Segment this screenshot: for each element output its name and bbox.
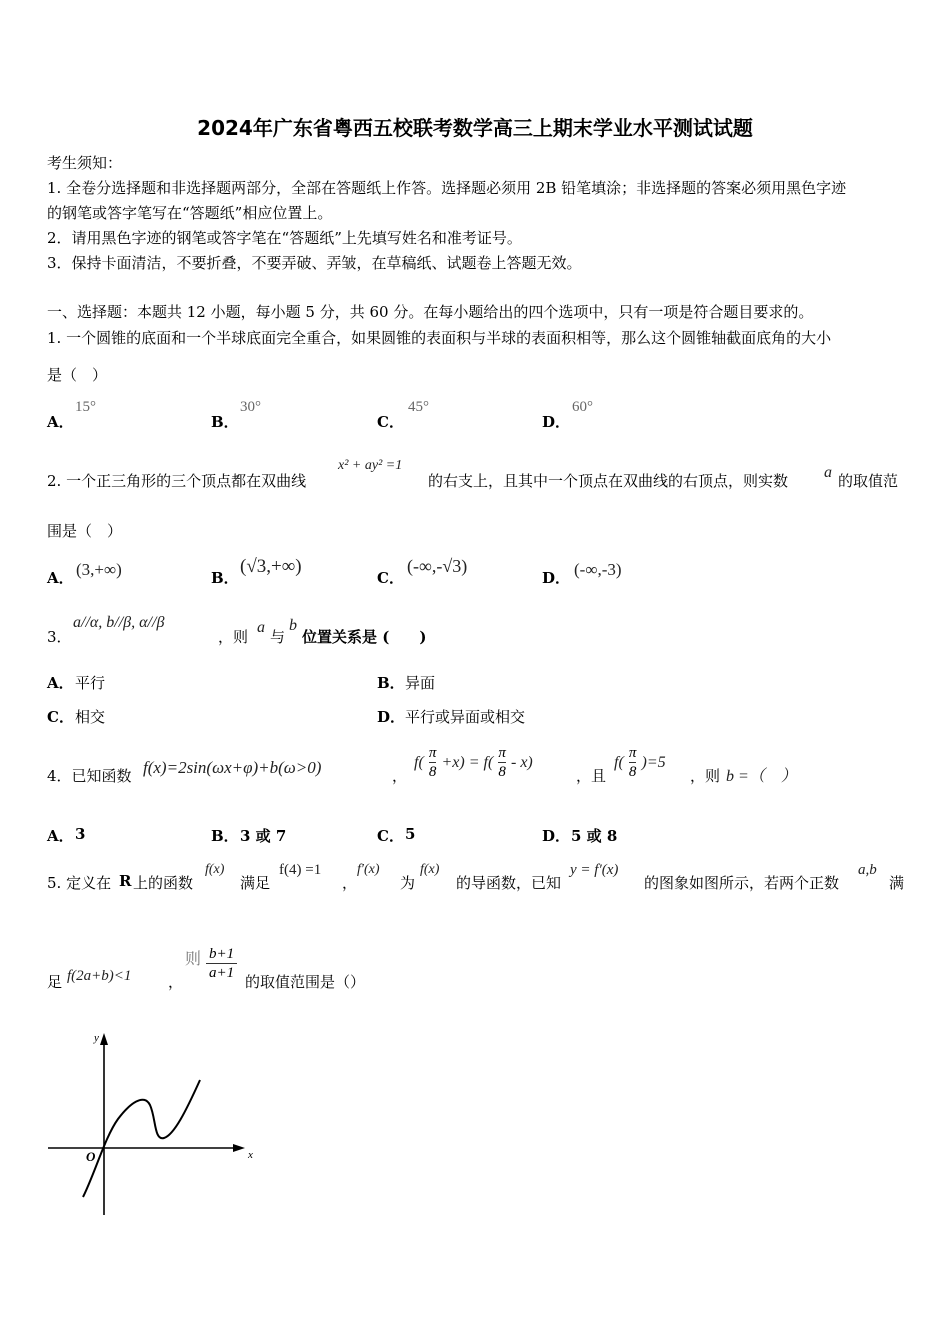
- q4-frac-num: π: [428, 745, 437, 761]
- q4-option-d: 5 或 8: [571, 827, 618, 845]
- notice-line-3: 3．保持卡面清洁，不要折叠，不要弄破、弄皱，在草稿纸、试题卷上答题无效。: [47, 254, 582, 272]
- q4-option-a-label: A．: [47, 827, 74, 845]
- q5-vars-ab: a,b: [858, 862, 877, 878]
- q5-fraction-num: b+1: [206, 945, 237, 964]
- q1-option-a: 15°: [75, 399, 96, 415]
- q3-option-a-label: A．: [47, 674, 74, 692]
- y-axis-label: y: [94, 1032, 99, 1044]
- q4-frac-den: 8: [428, 764, 437, 780]
- q4-text-then: ，则: [690, 767, 721, 785]
- q1-option-c: 45°: [408, 399, 429, 415]
- q3-option-b: 异面: [405, 674, 436, 692]
- q2-option-b: (√3,+∞): [240, 556, 302, 577]
- q1-option-b-label: B．: [211, 413, 239, 431]
- q3-condition-formula: a//α, b//β, α//β: [73, 614, 165, 631]
- q3-option-d-label: D．: [377, 708, 406, 726]
- q2-stem-line2: 围是（ ）: [47, 522, 123, 540]
- q2-option-d: (-∞,-3): [574, 560, 622, 579]
- q5-fx: f(x): [205, 862, 225, 877]
- q4-option-a: 3: [75, 825, 86, 843]
- q4-option-d-label: D．: [542, 827, 571, 845]
- q5-fprime-x: f′(x): [357, 862, 380, 877]
- q1-option-d: 60°: [572, 399, 593, 415]
- q4-option-c: 5: [405, 825, 416, 843]
- notice-line-2: 2．请用黑色字迹的钢笔或答字笔在“答题纸”上先填写姓名和准考证号。: [47, 229, 522, 247]
- q5-fraction-den: a+1: [209, 965, 235, 981]
- q3-option-c: 相交: [75, 708, 106, 726]
- q5-comma: ，: [342, 874, 358, 892]
- q4-frac-pi8-a: [429, 744, 437, 781]
- notice-line-1a: 1. 全卷分选择题和非选择题两部分，全部在答题纸上作答。选择题必须用 2B 铅笔填涂；非选择题的答案必须用黑色字迹: [47, 179, 847, 197]
- q5-text-satisfy: 满足: [240, 874, 271, 892]
- q4-stem-pre: 4．已知函数: [47, 767, 132, 785]
- q5-text-is: 为: [400, 874, 416, 892]
- q2-hyperbola-formula: x² + ay² =1: [338, 458, 403, 473]
- q5-text-range: 的取值范围是（）: [245, 973, 366, 991]
- q2-option-b-label: B．: [211, 569, 239, 587]
- q5-y-fprime: y = f′(x): [570, 862, 619, 878]
- q3-number: 3．: [47, 628, 72, 646]
- q5-text-full: 满: [889, 874, 905, 892]
- origin-label: O: [86, 1149, 96, 1164]
- q4-question-b: b =（ ）: [726, 768, 797, 785]
- q3-var-a: a: [257, 619, 265, 636]
- q1-option-d-label: D．: [542, 413, 571, 431]
- q5-text-graph: 的图象如图所示，若两个正数: [644, 874, 840, 892]
- q5-f4: f(4) =1: [279, 862, 322, 878]
- derivative-curve: [83, 1080, 200, 1197]
- q4-frac-pi8-b: [498, 744, 506, 781]
- q3-option-d: 平行或异面或相交: [405, 708, 526, 726]
- q4-cond-minus-x: - x): [510, 754, 533, 771]
- q4-value-f-close: )=5: [641, 754, 666, 771]
- q5-text-ze: 则: [185, 951, 202, 968]
- q5-text-foot: 足: [47, 973, 63, 991]
- q3-text-and: 与: [270, 628, 286, 646]
- q5-fraction: [206, 945, 237, 982]
- q4-frac-pi8-c: [629, 744, 637, 781]
- q5-fx-2: f(x): [420, 862, 440, 877]
- q4-option-b-label: B．: [211, 827, 239, 845]
- page-title: 2024年广东省粤西五校联考数学高三上期末学业水平测试试题: [197, 116, 753, 140]
- q4-sep: ，: [392, 767, 408, 785]
- q4-function: f(x)=2sin(ωx+φ)+b(ω>0): [143, 758, 322, 777]
- q5-text-func: 上的函数: [133, 874, 194, 892]
- q2-option-a-label: A．: [47, 569, 74, 587]
- q5-comma-2: ，: [168, 973, 184, 991]
- q1-option-c-label: C．: [377, 413, 404, 431]
- q4-option-c-label: C．: [377, 827, 404, 845]
- q3-text-then: ，则: [218, 628, 249, 646]
- q5-text-derivative: 的导函数，已知: [456, 874, 562, 892]
- q1-stem-line2: 是（ ）: [47, 366, 108, 384]
- q5-inequality: f(2a+b)<1: [67, 968, 132, 984]
- q2-stem-mid: 的右支上，且其中一个顶点在双曲线的右顶点，则实数: [428, 472, 789, 490]
- notice-line-1b: 的钢笔或答字笔写在“答题纸”相应位置上。: [47, 204, 333, 222]
- x-axis-label: x: [248, 1149, 253, 1161]
- section-heading: 一、选择题：本题共 12 小题，每小题 5 分，共 60 分。在每小题给出的四个选项中，只有一项是符合题目要求的。: [47, 303, 814, 321]
- q5-ratio-fraction: [206, 945, 237, 982]
- q4-value-f-open: f(: [614, 754, 624, 771]
- q2-stem-post: 的取值范: [838, 472, 899, 490]
- x-axis-arrow-icon: [233, 1144, 245, 1152]
- q4-cond-f-open: f(: [414, 754, 424, 771]
- q3-var-b: b: [289, 617, 297, 634]
- q2-option-a: (3,+∞): [76, 560, 122, 579]
- q2-option-c-label: C．: [377, 569, 404, 587]
- q3-option-b-label: B．: [377, 674, 405, 692]
- q4-frac-den: 8: [628, 764, 637, 780]
- q3-option-a: 平行: [75, 674, 106, 692]
- q1-option-a-label: A．: [47, 413, 74, 431]
- q2-option-c: (-∞,-√3): [407, 556, 468, 576]
- q5-stem-pre: 5. 定义在: [47, 874, 112, 892]
- q4-frac-num: π: [498, 745, 506, 761]
- q3-stem-post: 位置关系是 ( ): [302, 628, 427, 646]
- q4-value-condition: [614, 744, 666, 781]
- q4-frac-num: π: [628, 745, 637, 761]
- q4-frac-den: 8: [498, 764, 506, 780]
- q1-option-b: 30°: [240, 399, 261, 415]
- q4-cond-plus-x: +x) = f(: [441, 754, 494, 771]
- q2-stem-pre: 2. 一个正三角形的三个顶点都在双曲线: [47, 472, 307, 490]
- y-axis-arrow-icon: [100, 1033, 108, 1045]
- notice-heading: 考生须知：: [47, 154, 123, 172]
- q2-option-d-label: D．: [542, 569, 571, 587]
- q1-stem-line1: 1. 一个圆锥的底面和一个半球底面完全重合，如果圆锥的表面积与半球的表面积相等，那么这个圆锥轴截面底角的大小: [47, 329, 832, 347]
- q3-option-c-label: C．: [47, 708, 74, 726]
- q4-text-and: ，且: [576, 767, 607, 785]
- q5-set-R: R: [119, 872, 132, 890]
- q4-option-b: 3 或 7: [240, 827, 287, 845]
- q4-symmetry-condition: [414, 744, 533, 781]
- q2-var-a: a: [824, 464, 832, 481]
- derivative-graph: [40, 1025, 255, 1220]
